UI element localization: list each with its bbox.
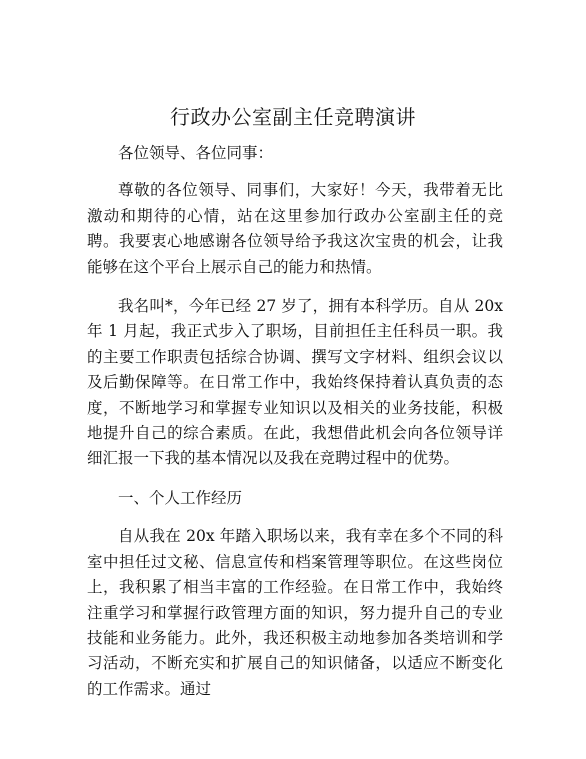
document-title: 行政办公室副主任竞聘演讲 xyxy=(170,105,416,129)
section-heading-work-experience: 一、个人工作经历 xyxy=(118,488,243,507)
document-body xyxy=(87,141,503,716)
greeting-line: 各位领导、各位同事： xyxy=(118,144,274,162)
paragraph-introduction: 我名叫*，今年已经 27 岁了，拥有本科学历。自从 20x 年 1 月起，我正式步入了职场，目前担任主任科员一职。我的主要工作职责包括综合协调、撰写文字材料、组织会议以及后勤保障等。在日常工作中，我始终保持着认真负责的态度，不断地学习和掌握专业知识以及相关的业务技能，积极地提升自己的综合素质。在此，我想借此机会向各位领导详细汇报一下我的基本情况以及我在竞聘过程中的优势。 xyxy=(87,297,503,468)
paragraph-opening: 尊敬的各位领导、同事们，大家好！今天，我带着无比激动和期待的心情，站在这里参加行政办公室副主任的竞聘。我要衷心地感谢各位领导给予我这次宝贵的机会，让我能够在这个平台上展示自己的能力和热情。 xyxy=(87,181,503,276)
paragraph-work-experience: 自从我在 20x 年踏入职场以来，我有幸在多个不同的科室中担任过文秘、信息宣传和档案管理等职位。在这些岗位上，我积累了相当丰富的工作经验。在日常工作中，我始终注重学习和掌握行政管理方面的知识，努力提升自己的专业技能和业务能力。此外，我还积极主动地参加各类培训和学习活动，不断充实和扩展自己的知识储备，以适应不断变化的工作需求。通过 xyxy=(87,527,503,698)
